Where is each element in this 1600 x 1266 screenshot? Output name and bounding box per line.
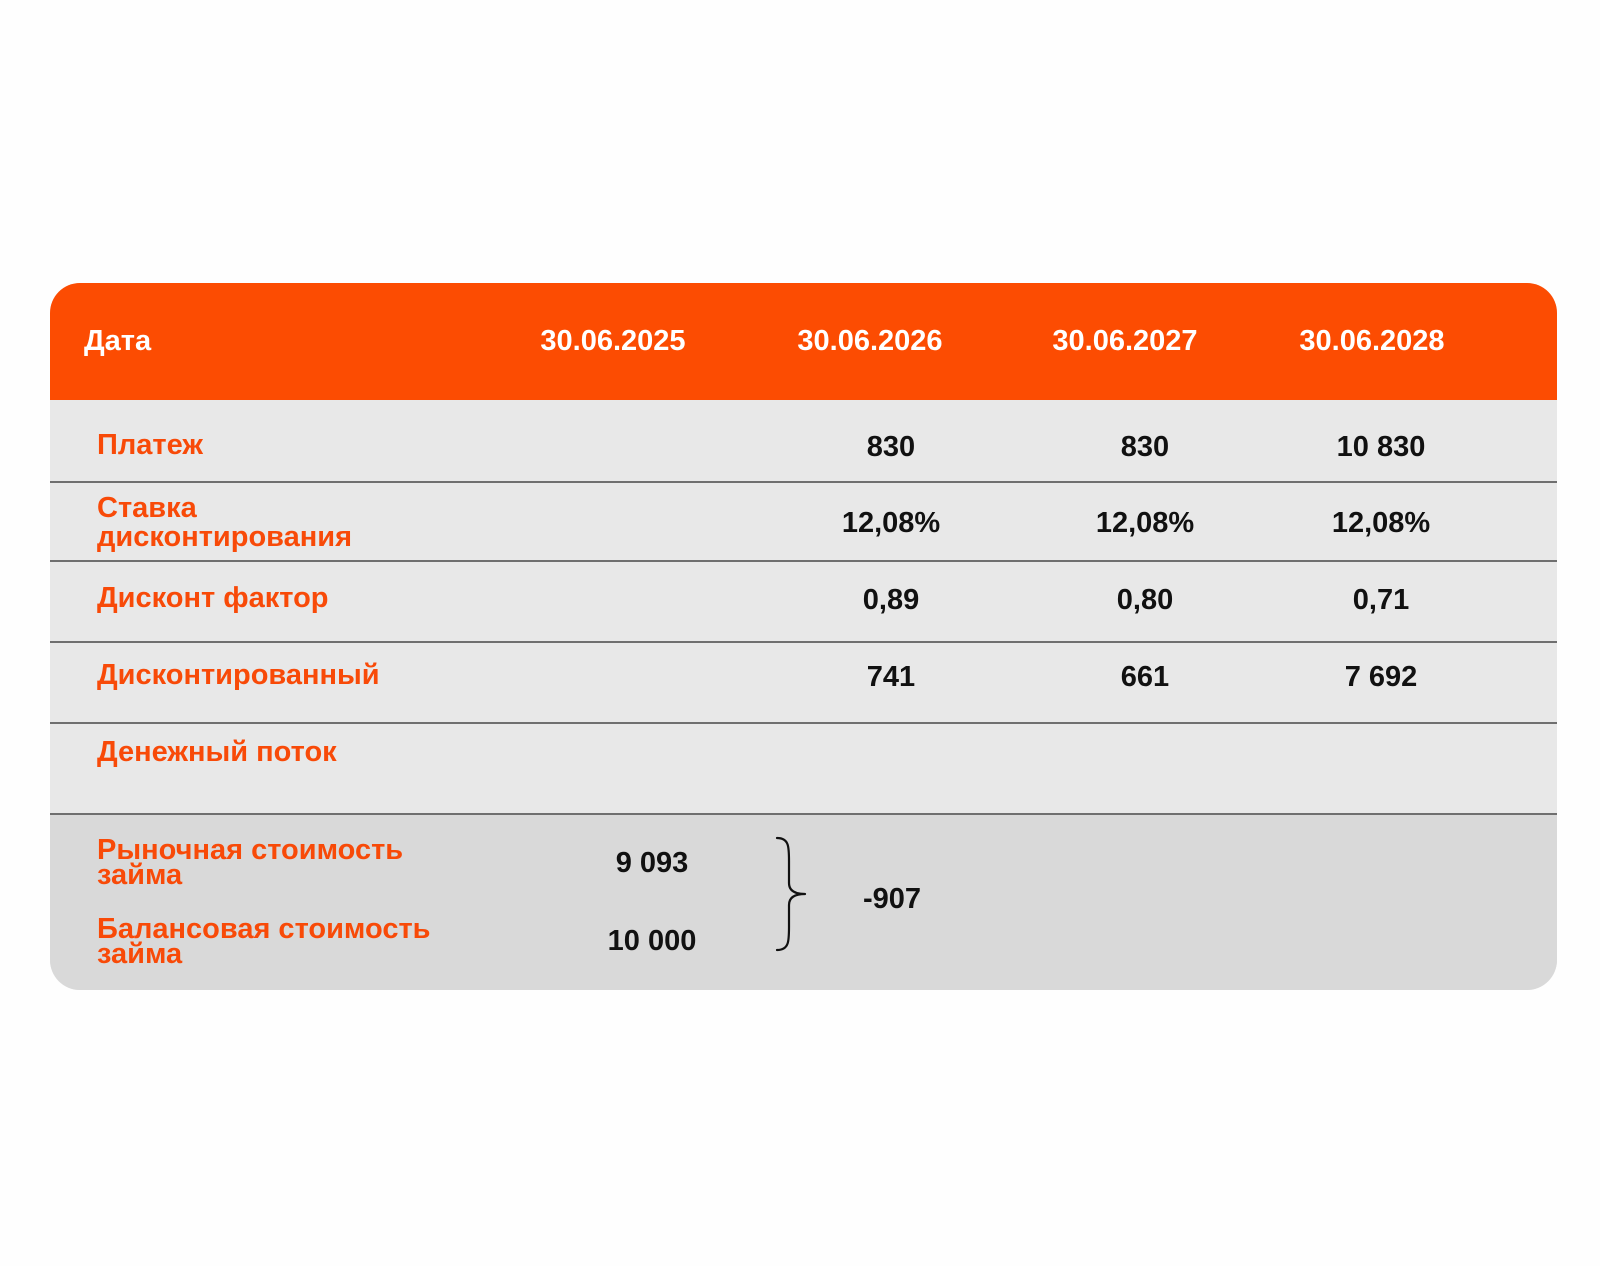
- market-value-label-line: займа: [97, 859, 183, 891]
- table-row-payment: [50, 400, 1557, 481]
- cell-value: 12,08%: [1331, 507, 1431, 539]
- table-row-discount-factor: [50, 560, 1557, 641]
- row-label-discount-rate: [97, 494, 352, 552]
- header-date-2028: 30.06.2028: [1299, 325, 1445, 357]
- cell-value: 661: [1120, 661, 1170, 693]
- cell-value: 10 830: [1336, 431, 1426, 463]
- table-header: [50, 283, 1557, 400]
- row-label-payment: Платеж: [97, 429, 203, 461]
- book-value-label: [97, 913, 431, 970]
- header-date-label: Дата: [84, 325, 152, 357]
- row-label-cash-flow: Денежный поток: [97, 736, 337, 768]
- cell-value: 12,08%: [1095, 507, 1195, 539]
- header-date-2025: 30.06.2025: [540, 325, 686, 357]
- cell-value: 830: [866, 431, 916, 463]
- cell-value: 0,80: [1116, 584, 1174, 616]
- discount-table: [50, 283, 1557, 990]
- table-row-discounted: [50, 641, 1557, 722]
- table-row-cash-flow: [50, 722, 1557, 813]
- header-date-2026: 30.06.2026: [797, 325, 943, 357]
- market-value-label: [97, 834, 404, 891]
- row-label-line: Ставка: [97, 492, 197, 524]
- book-value: 10 000: [607, 925, 697, 957]
- market-value-label-line: Рыночная стоимость: [97, 834, 404, 866]
- cell-value: 830: [1120, 431, 1170, 463]
- cell-value: 741: [866, 661, 916, 693]
- market-value: 9 093: [615, 847, 689, 879]
- difference-value: -907: [862, 883, 922, 915]
- cell-value: 7 692: [1344, 661, 1418, 693]
- table-row-discount-rate: [50, 481, 1557, 560]
- row-label-discount-factor: Дисконт фактор: [97, 582, 329, 614]
- row-label-line: дисконтирования: [97, 521, 353, 553]
- cell-value: 12,08%: [841, 507, 941, 539]
- summary-section: [50, 813, 1557, 990]
- header-date-2027: 30.06.2027: [1052, 325, 1198, 357]
- cell-value: 0,89: [862, 584, 920, 616]
- book-value-label-line: Балансовая стоимость: [97, 913, 431, 945]
- cell-value: 0,71: [1352, 584, 1410, 616]
- row-label-discounted: Дисконтированный: [97, 659, 380, 691]
- book-value-label-line: займа: [97, 938, 183, 970]
